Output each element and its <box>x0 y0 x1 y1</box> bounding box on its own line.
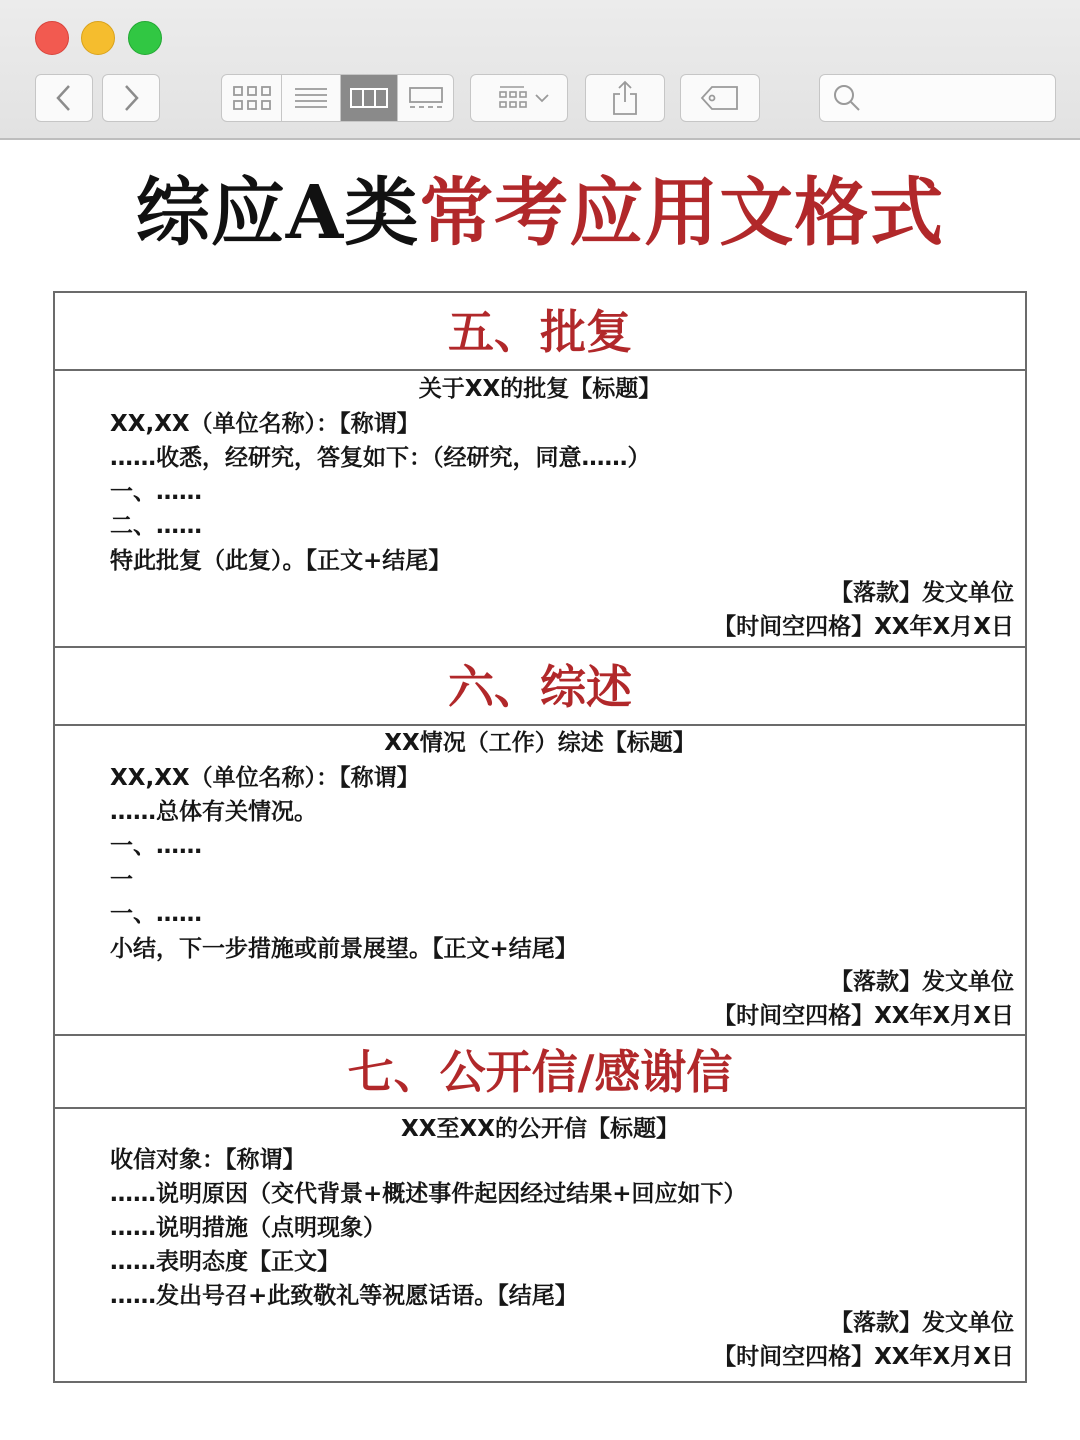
forward-chevron-icon <box>121 83 141 113</box>
column-view-button[interactable] <box>341 75 399 121</box>
group-view-dropdown[interactable] <box>470 74 568 122</box>
section-subtitle: 关于XX的批复【标题】 <box>418 376 662 402</box>
section-subtitle: XX至XX的公开信【标题】 <box>401 1116 679 1142</box>
signature-unit: 【落款】发文单位 <box>830 580 1014 606</box>
section-line: ……表明态度【正文】 <box>110 1249 340 1275</box>
list-view-button[interactable] <box>282 75 341 121</box>
page-title <box>0 168 1080 258</box>
gallery-view-button[interactable] <box>398 75 453 121</box>
share-button[interactable] <box>585 74 665 122</box>
tag-button[interactable] <box>680 74 760 122</box>
section-line: 二、…… <box>110 513 202 539</box>
view-mode-segmented-control <box>221 74 454 122</box>
section-heading-reply: 五、批复 <box>55 293 1025 371</box>
back-button[interactable] <box>35 74 93 122</box>
grid-view-icon <box>232 85 272 111</box>
format-table <box>53 291 1027 1383</box>
section-line: 特此批复（此复）。【正文+结尾】 <box>110 548 452 574</box>
browser-toolbar <box>0 0 1080 140</box>
close-window-button[interactable] <box>35 21 69 55</box>
list-view-icon <box>294 86 328 110</box>
section-subtitle: XX情况（工作）综述【标题】 <box>384 730 696 756</box>
section-line: ……说明原因（交代背景+概述事件起因经过结果+回应如下） <box>110 1181 747 1207</box>
section-line: 收信对象：【称谓】 <box>110 1147 306 1173</box>
section-heading-summary: 六、综述 <box>55 648 1025 726</box>
section-line: ……总体有关情况。 <box>110 799 317 825</box>
zoom-window-button[interactable] <box>128 21 162 55</box>
section-line: XX,XX（单位名称）：【称谓】 <box>110 411 420 437</box>
column-view-icon <box>349 86 389 110</box>
search-field[interactable] <box>819 74 1056 122</box>
section-heading-open-letter: 七、公开信/感谢信 <box>55 1036 1025 1109</box>
signature-date: 【时间空四格】XX年X月X日 <box>713 1003 1014 1029</box>
share-icon <box>610 80 640 116</box>
section-line: 一、…… <box>110 833 202 859</box>
section-line: ……收悉，经研究，答复如下：（经研究，同意……） <box>110 445 651 471</box>
page-title-part1: 综应A类 <box>135 170 420 256</box>
grid-view-button[interactable] <box>222 75 282 121</box>
tag-icon <box>700 84 740 112</box>
search-icon <box>832 83 862 113</box>
signature-unit: 【落款】发文单位 <box>830 969 1014 995</box>
signature-date: 【时间空四格】XX年X月X日 <box>713 614 1014 640</box>
section-line: 小结，下一步措施或前景展望。【正文+结尾】 <box>110 936 578 962</box>
page-title-part2: 常考应用文格式 <box>419 170 945 256</box>
forward-button[interactable] <box>102 74 160 122</box>
section-line: ……发出号召+此致敬礼等祝愿话语。【结尾】 <box>110 1283 578 1309</box>
group-view-icon <box>484 85 554 111</box>
signature-unit: 【落款】发文单位 <box>830 1310 1014 1336</box>
back-chevron-icon <box>54 83 74 113</box>
signature-date: 【时间空四格】XX年X月X日 <box>713 1344 1014 1370</box>
section-line: XX,XX（单位名称）：【称谓】 <box>110 765 420 791</box>
gallery-view-icon <box>406 86 446 110</box>
minimize-window-button[interactable] <box>81 21 115 55</box>
section-line: 一、…… <box>110 479 202 505</box>
section-line: 一、…… <box>110 901 202 927</box>
section-line: ……说明措施（点明现象） <box>110 1215 386 1241</box>
section-line: 一 <box>110 867 133 893</box>
